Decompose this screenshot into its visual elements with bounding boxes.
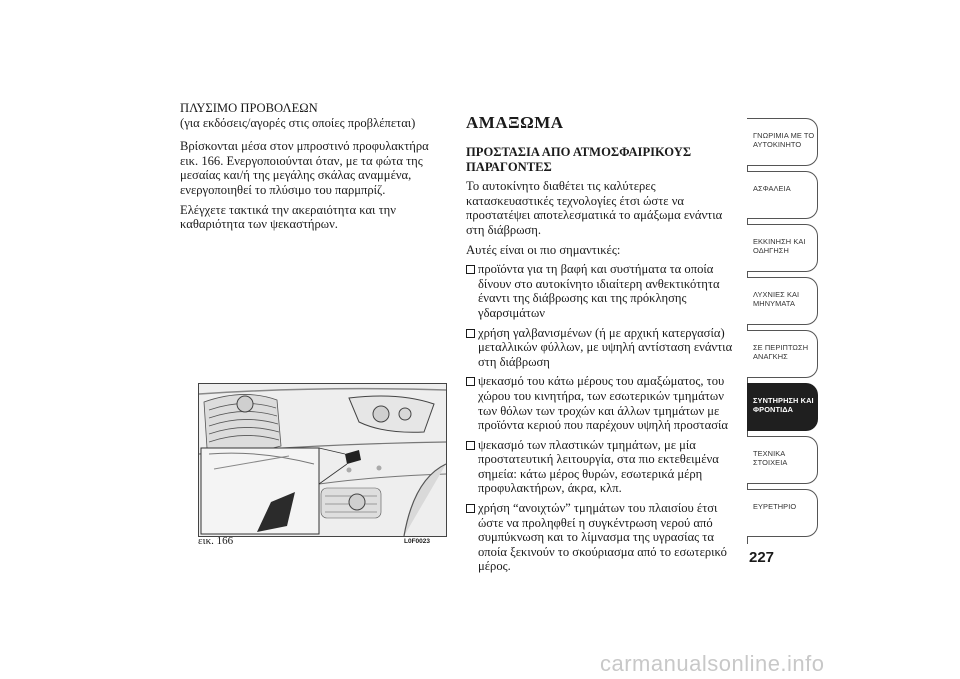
tab-starting-driving[interactable]: ΕΚΚΙΝΗΣΗ ΚΑΙ ΟΔΗΓΗΣΗ <box>747 224 818 272</box>
tab-safety[interactable]: ΑΣΦΑΛΕΙΑ <box>747 171 818 219</box>
figure-code: L0F0023 <box>404 538 431 545</box>
tab-lights-messages[interactable]: ΛΥΧΝΙΕΣ ΚΑΙ ΜΗΝΥΜΑΤΑ <box>747 277 818 325</box>
paragraph: Ελέγχετε τακτικά την ακεραιότητα και την καθαριότητα των ψεκαστήρων. <box>180 202 396 232</box>
car-front-illustration <box>199 384 446 536</box>
checkbox-bullet-icon <box>466 377 475 386</box>
chapter-heading: ΑΜΑΞΩΜΑ <box>466 113 564 132</box>
page-number: 227 <box>749 549 775 566</box>
section-subtitle: (για εκδόσεις/αγορές στις οποίες προβλέπεται) <box>180 115 416 130</box>
section-title: ΠΛΥΣΙΜΟ ΠΡΟΒΟΛΕΩΝ <box>180 101 318 115</box>
checkbox-bullet-icon <box>466 265 475 274</box>
left-column <box>180 101 446 237</box>
checkbox-bullet-icon <box>466 504 475 513</box>
list-item: χρήση γαλβανισμένων (ή με αρχική κατεργασία) μεταλλικών φύλλων, με υψηλή αντίσταση ενάντια στη διάβρωση <box>466 326 738 370</box>
watermark: carmanualsonline.info <box>600 651 825 676</box>
list-item: προϊόντα για τη βαφή και συστήματα τα οποία δίνουν στο αυτοκίνητο ιδιαίτερη ανθεκτικότητα έναντι της διάβρωσης και της πρόκλησης γδαρσιμάτων <box>466 262 738 320</box>
figure-caption: εικ. 166 <box>198 535 234 547</box>
feature-list <box>466 262 738 574</box>
list-item: ψεκασμό του κάτω μέρους του αμαξώματος, του χώρου του κινητήρα, των εσωτερικών τμημάτων των θόλων των τροχών και άλλων τμημάτων με προϊόντα κεριού που παρέχουν υψηλή προστασία <box>466 374 738 432</box>
tab-technical-data[interactable]: ΤΕΧΝΙΚΑ ΣΤΟΙΧΕΙΑ <box>747 436 818 484</box>
tab-getting-to-know-car[interactable]: ΓΝΩΡΙΜΙΑ ΜΕ ΤΟ ΑΥΤΟΚΙΝΗΤΟ <box>747 118 818 166</box>
tab-emergency[interactable]: ΣΕ ΠΕΡΙΠΤΩΣΗ ΑΝΑΓΚΗΣ <box>747 330 818 378</box>
paragraph: Το αυτοκίνητο διαθέτει τις καλύτερες κατασκευαστικές τεχνολογίες έτσι ώστε να προστατέψει αποτελεσματικά το αμάξωμα ενάντια στη διάβρωση. <box>466 179 723 237</box>
list-item: ψεκασμό των πλαστικών τμημάτων, με μία προστατευτική λειτουργία, στα πιο εκτεθειμένα σημεία: κάτω μέρος θυρών, εσωτερικά μέρη προφυλακτήρων, άκρα, κλπ. <box>466 438 738 496</box>
checkbox-bullet-icon <box>466 329 475 338</box>
tab-index[interactable]: ΕΥΡΕΤΗΡΙΟ <box>747 489 818 537</box>
paragraph: Αυτές είναι οι πιο σημαντικές: <box>466 242 621 257</box>
headlamp-washer-figure <box>198 383 447 537</box>
right-column <box>466 113 738 579</box>
checkbox-bullet-icon <box>466 441 475 450</box>
paragraph: Βρίσκονται μέσα στον μπροστινό προφυλακτήρα εικ. 166. Ενεργοποιούνται όταν, με τα φώτα της μεσαίας και/ή της μεγάλης σκάλας αναμμένα, ενεργοποιηθεί το πλύσιμο του παρμπρίζ. <box>180 139 429 197</box>
list-item: χρήση “ανοιχτών” τμημάτων του πλαισίου έτσι ώστε να προληφθεί η συγκέντρωση νερού από συμπύκνωση και το λίμνασμα της υγρασίας τα οποία ξεκινούν το σκούριασμα από το εσωτερικό μέρος. <box>466 501 738 574</box>
tab-maintenance-care[interactable]: ΣΥΝΤΗΡΗΣΗ ΚΑΙ ΦΡΟΝΤΙΔΑ <box>747 383 818 431</box>
section-heading: ΠΡΟΣΤΑΣΙΑ ΑΠΟ ΑΤΜΟΣΦΑΙΡΙΚΟΥΣ ΠΑΡΑΓΟΝΤΕΣ <box>466 145 692 174</box>
